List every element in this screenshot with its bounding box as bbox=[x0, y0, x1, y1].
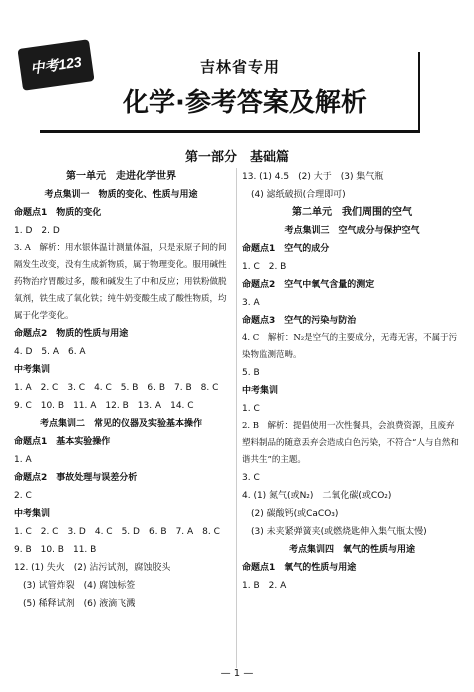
right-column bbox=[242, 168, 462, 595]
right-column-heading-line: 中考集训 bbox=[242, 386, 279, 396]
left-column bbox=[14, 168, 228, 613]
right-column-para-line: 4. C 解析：N₂是空气的主要成分，无毒无害，不属于污染物监测范畴。 bbox=[242, 333, 458, 360]
left-column-unit-line: 第一单元 走进化学世界 bbox=[66, 171, 176, 182]
right-column-ans-line: 3. A bbox=[242, 298, 260, 308]
right-column-point-line: 命题点1 空气的成分 bbox=[242, 244, 330, 254]
left-column-heading-line: 中考集训 bbox=[14, 509, 51, 519]
left-column-ans-line: 1. A bbox=[14, 455, 32, 465]
left-column-ans-line: 1. D 2. D bbox=[14, 226, 60, 236]
left-column-ans-line: (5) 稀释试剂 (6) 液滴飞溅 bbox=[14, 599, 136, 609]
page-number: — 1 — bbox=[220, 668, 254, 679]
right-column-ans-line: 1. C bbox=[242, 404, 260, 414]
header-title: 化学·参考答案及解析 bbox=[123, 88, 367, 118]
left-column-point-line: 命题点2 物质的性质与用途 bbox=[14, 329, 129, 339]
right-column-unit-line: 第二单元 我们周围的空气 bbox=[292, 207, 412, 218]
left-column-point-line: 命题点2 事故处理与误差分析 bbox=[14, 473, 138, 483]
left-column-ans-line: 9. C 10. B 11. A 12. B 13. A 14. C bbox=[14, 401, 194, 411]
left-column-point-line: 命题点1 物质的变化 bbox=[14, 208, 102, 218]
brand-logo: 中考123 bbox=[17, 39, 94, 91]
right-column-ans-line: 4. (1) 氮气(或N₂) 二氧化碳(或CO₂) bbox=[242, 491, 392, 501]
left-column-ans-line: (3) 试管炸裂 (4) 腐蚀标签 bbox=[14, 581, 136, 591]
header-subtitle: 吉林省专用 bbox=[199, 58, 280, 76]
left-column-ans-line: 1. A 2. C 3. C 4. C 5. B 6. B 7. B 8. C bbox=[14, 383, 219, 393]
header-rule bbox=[40, 130, 420, 133]
left-column-ans-line: 2. C bbox=[14, 491, 32, 501]
section-title: 第一部分 基础篇 bbox=[184, 150, 289, 165]
left-column-ans-line: 4. D 5. A 6. A bbox=[14, 347, 86, 357]
left-column-point-line: 命题点1 基本实验操作 bbox=[14, 437, 111, 447]
left-column-heading-line: 中考集训 bbox=[14, 365, 51, 375]
right-column-ans-line: 3. C bbox=[242, 473, 260, 483]
left-column-ans-line: 9. B 10. B 11. B bbox=[14, 545, 97, 555]
column-divider bbox=[236, 168, 237, 668]
left-column-ans-line: 12. (1) 失火 (2) 沾污试剂，腐蚀胶头 bbox=[14, 563, 171, 573]
left-column-training-line: 考点集训二 常见的仪器及实验基本操作 bbox=[39, 419, 202, 429]
right-column-para-line: 2. B 解析：提倡使用一次性餐具，会浪费资源，且废弃塑料制品的随意丢弃会造成白色污染，不符合“人与自然和谐共生”的主题。 bbox=[242, 421, 459, 465]
right-column-training-line: 考点集训四 氧气的性质与用途 bbox=[288, 545, 415, 555]
right-column-ans-line: (4) 滤纸破损(合理即可) bbox=[242, 190, 346, 200]
right-column-ans-line: 13. (1) 4.5 (2) 大于 (3) 集气瓶 bbox=[242, 172, 384, 182]
right-column-ans-line: 5. B bbox=[242, 368, 260, 378]
right-column-ans-line: (2) 碳酸钙(或CaCO₃) bbox=[242, 509, 339, 519]
left-column-para-line: 3. A 解析：用水银体温计测量体温，只是汞原子间的间隔发生改变，没有生成新物质，属于物理变化。服用碱性药物治疗胃酸过多，酸和碱发生了中和反应；用铁粉做脱氧剂，铁生成了氧化铁；纯牛奶变酸生成了酸性物质，均属于化学变化。 bbox=[14, 243, 227, 321]
right-column-ans-line: 1. B 2. A bbox=[242, 581, 287, 591]
right-column-training-line: 考点集训三 空气成分与保护空气 bbox=[284, 226, 420, 236]
right-column-point-line: 命题点3 空气的污染与防治 bbox=[242, 316, 357, 326]
right-column-point-line: 命题点1 氧气的性质与用途 bbox=[242, 563, 357, 573]
left-column-training-line: 考点集训一 物质的变化、性质与用途 bbox=[44, 190, 198, 200]
right-column-ans-line: (3) 未夹紧弹簧夹(或燃烧匙伸入集气瓶太慢) bbox=[242, 527, 427, 537]
left-column-ans-line: 1. C 2. C 3. D 4. C 5. D 6. B 7. A 8. C bbox=[14, 527, 220, 537]
right-column-ans-line: 1. C 2. B bbox=[242, 262, 287, 272]
right-column-point-line: 命题点2 空气中氧气含量的测定 bbox=[242, 280, 375, 290]
